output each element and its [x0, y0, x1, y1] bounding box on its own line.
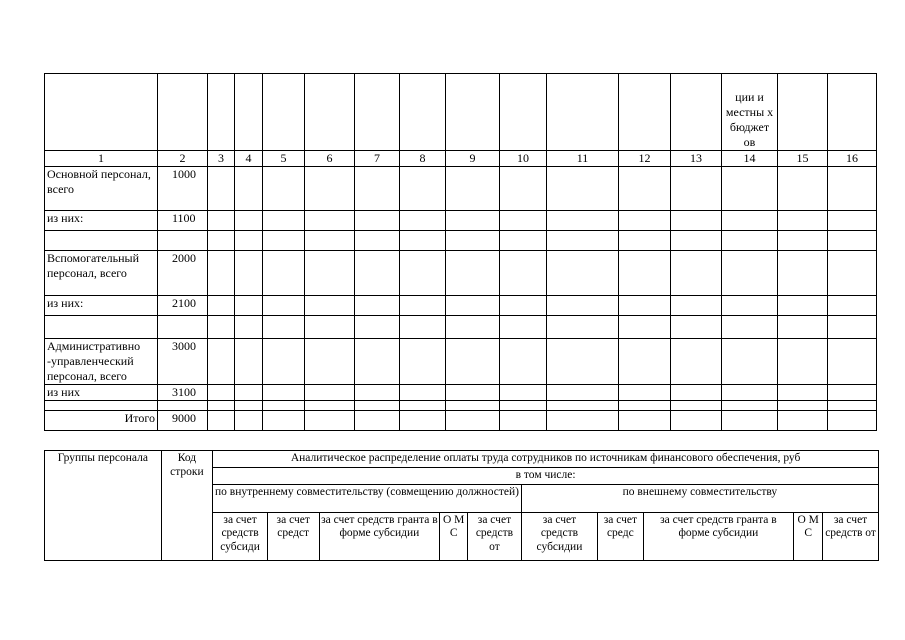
row-label: Основной персонал, всего [45, 167, 158, 211]
row-label: из них [45, 385, 158, 401]
col-number: 12 [619, 151, 671, 167]
col-number: 7 [355, 151, 400, 167]
row-code: 9000 [158, 411, 208, 431]
col-number: 4 [235, 151, 263, 167]
row-label: Итого [45, 411, 158, 431]
sub-col-header: за счет средств субсиди [213, 512, 268, 560]
column-numbers-row [45, 151, 877, 167]
table-title: Аналитическое распределение оплаты труда сотрудников по источникам финансового обеспечения, руб [213, 451, 879, 468]
row-code: 1100 [158, 211, 208, 231]
col-number: 14 [722, 151, 778, 167]
col-number: 6 [305, 151, 355, 167]
col-code-header: Код строки [161, 451, 213, 561]
row-label: Административно -управленческий персонал, всего [45, 339, 158, 385]
col-number: 2 [158, 151, 208, 167]
header-row [45, 74, 877, 151]
row-code: 2100 [158, 296, 208, 316]
table-row [45, 339, 877, 385]
row-code: 1000 [158, 167, 208, 211]
internal-header: по внутреннему совместительству (совмещению должностей) [213, 484, 522, 512]
sub-col-header: за счет средс [598, 512, 643, 560]
table-row [45, 167, 877, 211]
sub-col-header: О М С [794, 512, 823, 560]
col-number: 9 [446, 151, 500, 167]
table-row [45, 211, 877, 231]
table-subtitle: в том числе: [213, 467, 879, 484]
row-code: 2000 [158, 251, 208, 296]
row-code: 3000 [158, 339, 208, 385]
sub-col-header: за счет средств гранта в форме субсидии [319, 512, 440, 560]
row-label: из них: [45, 211, 158, 231]
col-number: 15 [778, 151, 828, 167]
col-number: 1 [45, 151, 158, 167]
row-code: 3100 [158, 385, 208, 401]
sub-col-header: за счет средств от [823, 512, 879, 560]
table-row [45, 296, 877, 316]
row-label: Вспомогательный персонал, всего [45, 251, 158, 296]
payroll-distribution-table [44, 450, 879, 561]
col-number: 8 [400, 151, 446, 167]
table-row [45, 385, 877, 401]
col14-header: ции и местны х бюджет ов [722, 74, 778, 151]
sub-col-header: О М С [440, 512, 468, 560]
sub-col-header: за счет средств гранта в форме субсидии [643, 512, 794, 560]
col-number: 13 [671, 151, 722, 167]
table-row-empty [45, 316, 877, 339]
table-row [45, 251, 877, 296]
table-row-total [45, 411, 877, 431]
col-number: 5 [263, 151, 305, 167]
col-number: 10 [500, 151, 547, 167]
col-number: 3 [208, 151, 235, 167]
col-groups-header: Группы персонала [45, 451, 162, 561]
col-number: 11 [547, 151, 619, 167]
sub-col-header: за счет средств от [468, 512, 522, 560]
staff-table [44, 73, 877, 431]
external-header: по внешнему совместительству [521, 484, 878, 512]
sub-col-header: за счет средст [267, 512, 319, 560]
col-number: 16 [828, 151, 877, 167]
row-label: из них: [45, 296, 158, 316]
sub-col-header: за счет средств субсидии [521, 512, 597, 560]
table-row-empty [45, 401, 877, 411]
table-row-empty [45, 231, 877, 251]
